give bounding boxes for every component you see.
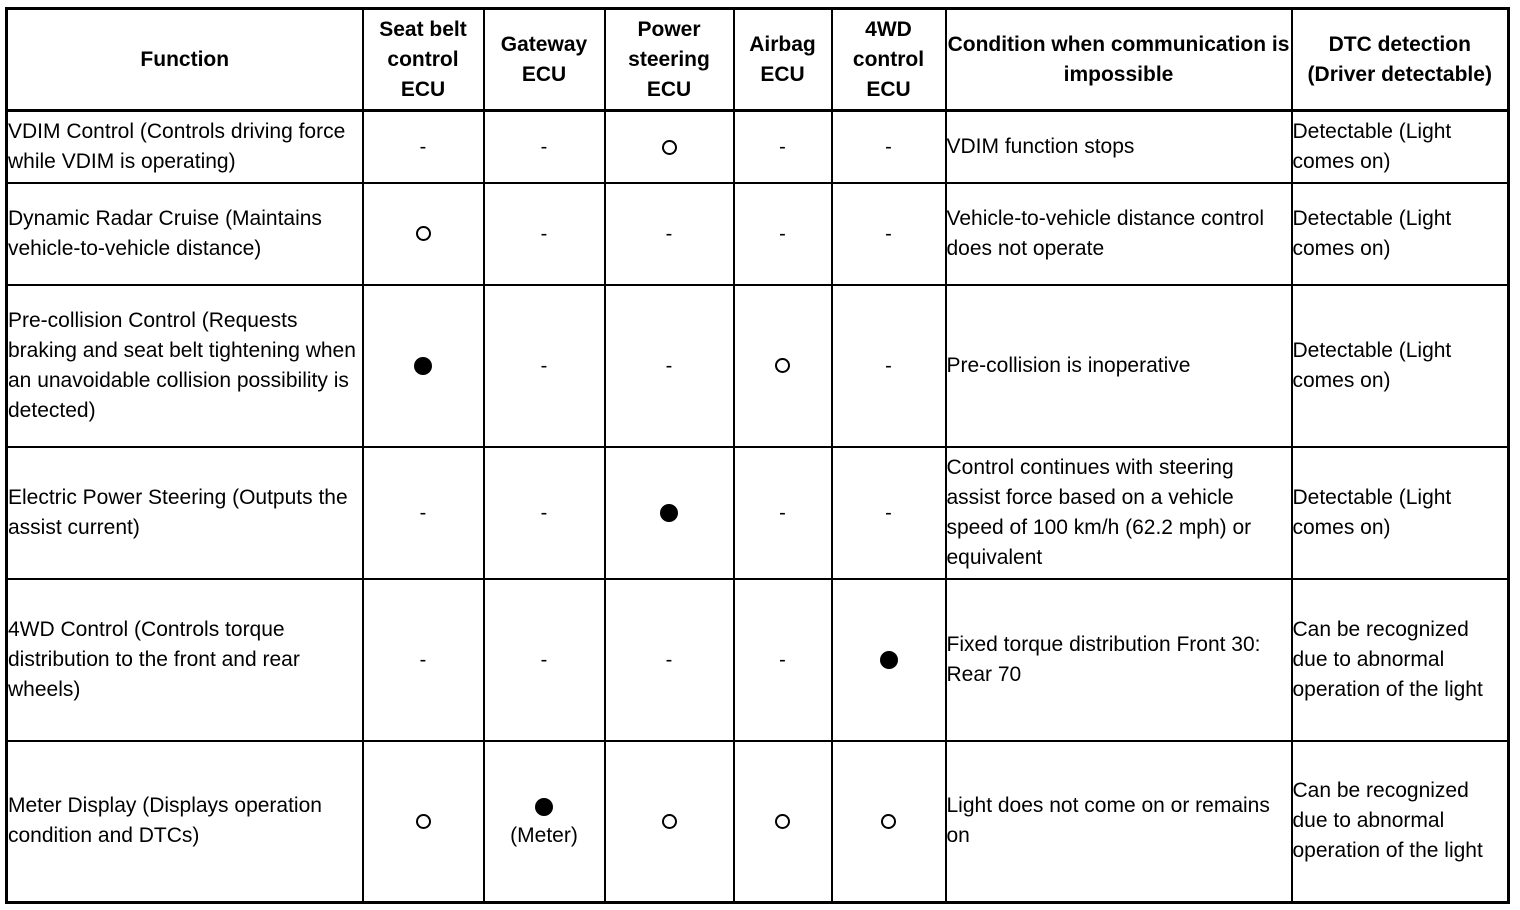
function-cell: VDIM Control (Controls driving force while VDIM is operating)	[7, 111, 363, 183]
mark-stack	[420, 132, 427, 162]
dtc-detection-cell: Detectable (Light comes on)	[1292, 447, 1509, 579]
table-row	[7, 111, 1509, 183]
dash-mark: -	[540, 648, 548, 671]
4wd-control-ecu-cell	[832, 741, 946, 903]
airbag-ecu-cell	[734, 579, 832, 741]
power-steering-ecu-cell	[605, 579, 734, 741]
dash-mark: -	[665, 354, 673, 377]
mark-stack	[416, 219, 431, 249]
function-cell: Pre-collision Control (Requests braking and seat belt tightening when an unavoidable collision possibility is detected)	[7, 285, 363, 447]
seat-belt-ecu-cell	[363, 285, 484, 447]
table-row	[7, 285, 1509, 447]
dash-mark: -	[419, 501, 427, 524]
dash-mark: -	[419, 136, 427, 159]
mark-stack	[541, 219, 548, 249]
dash-mark: -	[779, 648, 786, 671]
table-body	[7, 111, 1509, 903]
gateway-ecu-cell	[484, 447, 605, 579]
4wd-control-ecu-cell	[832, 579, 946, 741]
power-steering-ecu-cell	[605, 447, 734, 579]
header-condition: Condition when communication is impossible	[946, 9, 1292, 111]
dash-mark: -	[419, 648, 427, 671]
condition-cell: Pre-collision is inoperative	[946, 285, 1292, 447]
dash-mark: -	[665, 648, 673, 671]
condition-cell: Control continues with steering assist force based on a vehicle speed of 100 km/h (62.2 mph) or equivalent	[946, 447, 1292, 579]
dash-mark: -	[885, 501, 892, 524]
4wd-control-ecu-cell	[832, 285, 946, 447]
dash-mark: -	[779, 136, 786, 159]
mark-stack	[662, 132, 677, 162]
header-airbag-ecu: Airbag ECU	[734, 9, 832, 111]
airbag-ecu-cell	[734, 111, 832, 183]
mark-stack	[779, 132, 786, 162]
mark-stack	[775, 351, 790, 381]
table-row	[7, 579, 1509, 741]
gateway-ecu-cell	[484, 183, 605, 285]
open-circle-icon	[775, 358, 790, 373]
mark-stack	[541, 498, 548, 528]
condition-cell: Light does not come on or remains on	[946, 741, 1292, 903]
mark-stack	[779, 645, 786, 675]
dtc-detection-cell: Detectable (Light comes on)	[1292, 111, 1509, 183]
dash-mark: -	[665, 222, 673, 245]
table-row	[7, 447, 1509, 579]
function-cell: Meter Display (Displays operation condition and DTCs)	[7, 741, 363, 903]
function-cell: 4WD Control (Controls torque distribution to the front and rear wheels)	[7, 579, 363, 741]
header-power-steering-ecu: Power steering ECU	[605, 9, 734, 111]
open-circle-icon	[881, 814, 896, 829]
header-function: Function	[7, 9, 363, 111]
dash-mark: -	[885, 136, 892, 159]
mark-stack	[541, 645, 548, 675]
seat-belt-ecu-cell	[363, 579, 484, 741]
seat-belt-ecu-cell	[363, 447, 484, 579]
ecu-function-table-container	[5, 7, 1507, 904]
power-steering-ecu-cell	[605, 183, 734, 285]
filled-circle-icon	[414, 357, 432, 375]
dash-mark: -	[779, 222, 786, 245]
mark-stack	[885, 498, 892, 528]
function-cell: Dynamic Radar Cruise (Maintains vehicle-to-vehicle distance)	[7, 183, 363, 285]
open-circle-icon	[662, 814, 677, 829]
open-circle-icon	[416, 814, 431, 829]
mark-stack	[510, 791, 578, 851]
gateway-note: (Meter)	[510, 824, 578, 848]
header-seat-belt-ecu: Seat belt control ECU	[363, 9, 484, 111]
filled-circle-icon	[660, 504, 678, 522]
mark-stack	[880, 645, 898, 675]
mark-stack	[885, 351, 892, 381]
mark-stack	[541, 351, 548, 381]
condition-cell: Vehicle-to-vehicle distance control does not operate	[946, 183, 1292, 285]
ecu-function-table	[5, 7, 1510, 904]
power-steering-ecu-cell	[605, 111, 734, 183]
mark-stack	[420, 498, 427, 528]
dash-mark: -	[540, 354, 548, 377]
filled-circle-icon	[535, 798, 553, 816]
gateway-ecu-cell	[484, 285, 605, 447]
header-4wd-control-ecu: 4WD control ECU	[832, 9, 946, 111]
mark-stack	[881, 806, 896, 836]
dash-mark: -	[540, 501, 548, 524]
mark-stack	[885, 132, 892, 162]
mark-stack	[666, 645, 673, 675]
gateway-ecu-cell	[484, 579, 605, 741]
4wd-control-ecu-cell	[832, 447, 946, 579]
gateway-ecu-cell	[484, 741, 605, 903]
airbag-ecu-cell	[734, 183, 832, 285]
airbag-ecu-cell	[734, 741, 832, 903]
4wd-control-ecu-cell	[832, 111, 946, 183]
open-circle-icon	[662, 140, 677, 155]
dtc-detection-cell: Can be recognized due to abnormal operation of the light	[1292, 579, 1509, 741]
airbag-ecu-cell	[734, 447, 832, 579]
mark-stack	[775, 806, 790, 836]
table-row	[7, 741, 1509, 903]
airbag-ecu-cell	[734, 285, 832, 447]
condition-cell: VDIM function stops	[946, 111, 1292, 183]
mark-stack	[660, 498, 678, 528]
seat-belt-ecu-cell	[363, 111, 484, 183]
mark-stack	[420, 645, 427, 675]
header-gateway-ecu: Gateway ECU	[484, 9, 605, 111]
dash-mark: -	[885, 222, 892, 245]
mark-stack	[662, 806, 677, 836]
condition-cell: Fixed torque distribution Front 30: Rear 70	[946, 579, 1292, 741]
power-steering-ecu-cell	[605, 285, 734, 447]
mark-stack	[416, 806, 431, 836]
seat-belt-ecu-cell	[363, 741, 484, 903]
mark-stack	[779, 498, 786, 528]
mark-stack	[885, 219, 892, 249]
dash-mark: -	[540, 222, 548, 245]
dash-mark: -	[885, 354, 892, 377]
filled-circle-icon	[880, 651, 898, 669]
gateway-ecu-cell	[484, 111, 605, 183]
header-dtc-detection: DTC detection (Driver detectable)	[1292, 9, 1509, 111]
mark-stack	[779, 219, 786, 249]
mark-stack	[666, 351, 673, 381]
mark-stack	[541, 132, 548, 162]
header-row	[7, 9, 1509, 111]
dtc-detection-cell: Can be recognized due to abnormal operation of the light	[1292, 741, 1509, 903]
dash-mark: -	[540, 136, 548, 159]
seat-belt-ecu-cell	[363, 183, 484, 285]
mark-stack	[414, 351, 432, 381]
function-cell: Electric Power Steering (Outputs the assist current)	[7, 447, 363, 579]
mark-stack	[666, 219, 673, 249]
dash-mark: -	[779, 501, 786, 524]
table-row	[7, 183, 1509, 285]
open-circle-icon	[416, 226, 431, 241]
dtc-detection-cell: Detectable (Light comes on)	[1292, 183, 1509, 285]
4wd-control-ecu-cell	[832, 183, 946, 285]
dtc-detection-cell: Detectable (Light comes on)	[1292, 285, 1509, 447]
open-circle-icon	[775, 814, 790, 829]
power-steering-ecu-cell	[605, 741, 734, 903]
